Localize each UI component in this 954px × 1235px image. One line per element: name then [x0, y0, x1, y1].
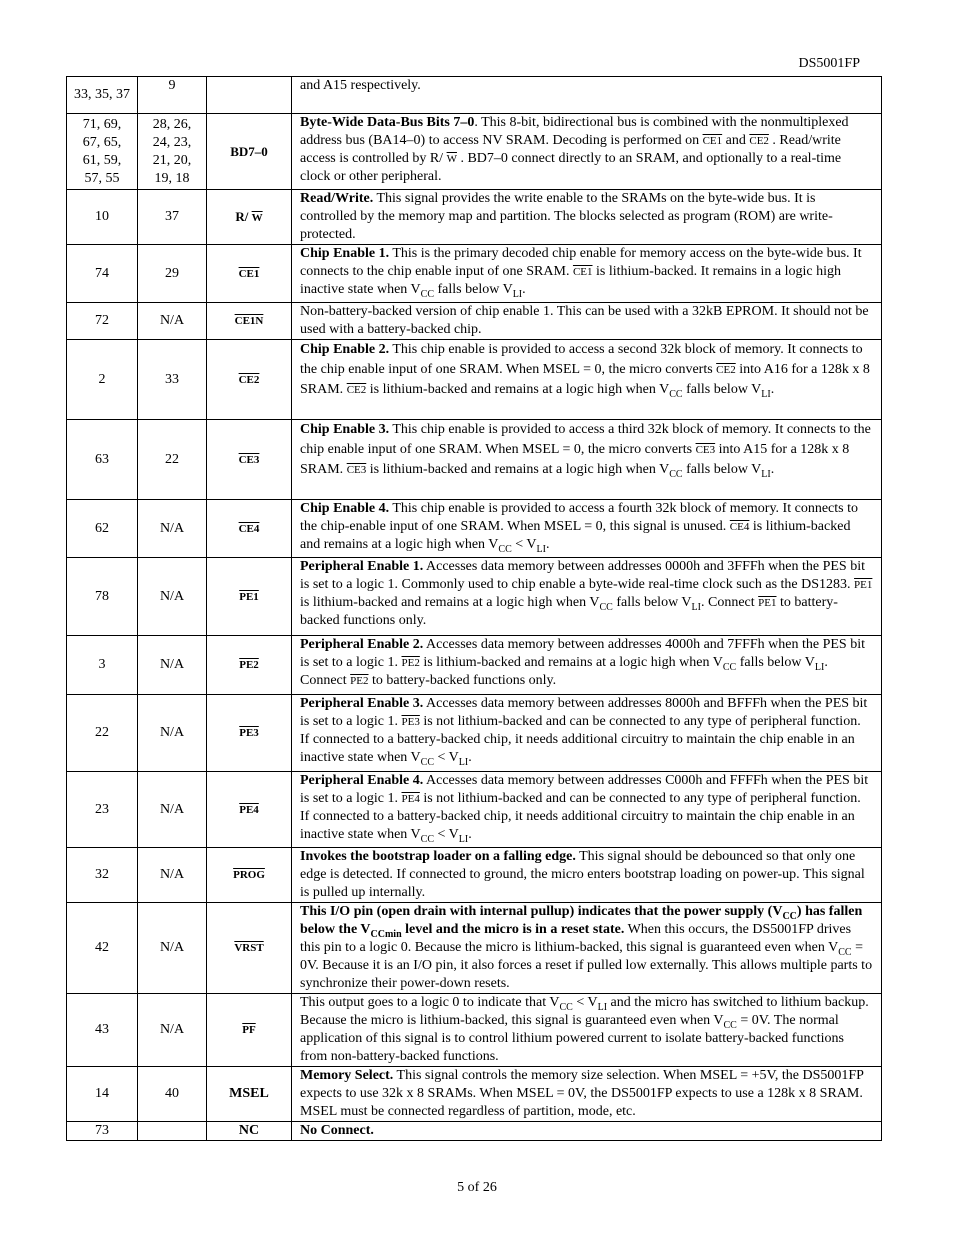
qfp-pin-cell: 72: [67, 303, 138, 340]
dip-pin-cell: N/A: [138, 903, 207, 994]
qfp-pin-cell: 78: [67, 558, 138, 636]
signal-cell: MSEL: [207, 1067, 292, 1122]
table-row: [67, 77, 882, 114]
table-row: [67, 636, 882, 695]
dip-pin-cell: N/A: [138, 994, 207, 1067]
signal-cell: BD7–0: [207, 114, 292, 190]
dip-pin-cell: N/A: [138, 558, 207, 636]
dip-pin-cell: 22: [138, 420, 207, 500]
table-row: [67, 1067, 882, 1122]
signal-cell: PE1: [207, 558, 292, 636]
dip-pin-cell: N/A: [138, 636, 207, 695]
dip-pin-cell: N/A: [138, 695, 207, 772]
description-cell: and A15 respectively.: [292, 77, 882, 114]
signal-cell: $\overline{PF}$: [207, 994, 292, 1067]
description-cell: Read/Write. This signal provides the write enable to the SRAMs on the byte-wide bus. It is controlled by the memory map and partition. The blocks selected as program (ROM) are write-protected.: [292, 190, 882, 245]
table-row: [67, 772, 882, 848]
dip-pin-cell: 37: [138, 190, 207, 245]
qfp-pin-cell: 10: [67, 190, 138, 245]
dip-pin-cell: 9: [138, 77, 207, 114]
table-row: [67, 1122, 882, 1141]
qfp-pin-cell: 43: [67, 994, 138, 1067]
dip-pin-cell: 40: [138, 1067, 207, 1122]
dip-pin-cell: N/A: [138, 848, 207, 903]
qfp-pin-cell: 14: [67, 1067, 138, 1122]
pin-description-table: [66, 76, 882, 1141]
description-cell: Peripheral Enable 3. Accesses data memory between addresses 8000h and BFFFh when the PES bit is set to a logic 1. PE3 is not lithium-backed and can be connected to any type of peripheral function. If connected to a battery-backed chip, it needs additional circuitry to maintain the chip enable in an inactive state when $V_{CC} < V_{LI}$.: [292, 695, 882, 772]
document-id: DS5001FP: [798, 56, 860, 71]
signal-cell: [207, 77, 292, 114]
signal-cell: R/ $\overline{W}$: [207, 190, 292, 245]
signal-cell: CE1N: [207, 303, 292, 340]
table-row: [67, 695, 882, 772]
description-cell: Memory Select. This signal controls the memory size selection. When MSEL = +5V, the DS5001FP expects to use 32k x 8 SRAMs. When MSEL = 0V, the DS5001FP expects to use a 128k x 8 SRAM. MSEL must be connected regardless of partition, mode, etc.: [292, 1067, 882, 1122]
table-row: [67, 420, 882, 500]
page-number: 5 of 26: [457, 1180, 497, 1195]
qfp-pin-cell: 62: [67, 500, 138, 558]
signal-cell: PE4: [207, 772, 292, 848]
description-cell: Peripheral Enable 1. Accesses data memory between addresses 0000h and 3FFFh when the PES bit is set to a logic 1. Commonly used to chip enable a byte-wide real-time clock such as the DS1283. PE1 is lithium-backed and remains at a logic high when $V_{CC}$ falls below $V_{LI}$. Connect PE1 to battery-backed functions only.: [292, 558, 882, 636]
description-cell: Chip Enable 1. This is the primary decoded chip enable for memory access on the byte-wide bus. It connects to the chip enable input of one SRAM. CE1 is lithium-backed. It remains in a logic high inactive state when $V_{CC}$ falls below $V_{LI}$.: [292, 245, 882, 303]
qfp-pin-cell: 22: [67, 695, 138, 772]
signal-cell: NC: [207, 1122, 292, 1141]
signal-cell: PROG: [207, 848, 292, 903]
table-row: [67, 903, 882, 994]
table-row: [67, 190, 882, 245]
table-row: [67, 500, 882, 558]
table-row: [67, 303, 882, 340]
table-row: [67, 848, 882, 903]
description-cell: Chip Enable 3. This chip enable is provided to access a third 32k block of memory. It connects to the chip enable input of one SRAM. When MSEL = 0, the micro converts CE3 into A15 for a 128k x 8 SRAM. CE3 is lithium-backed and remains at a logic high when $V_{CC}$ falls below $V_{LI}$.: [292, 420, 882, 500]
description-cell: This output goes to a logic 0 to indicate that $V_{CC} < V_{LI}$ and the micro has switched to lithium backup. Because the micro is lithium-backed, this signal is guaranteed even when $V_{CC} = 0V$. The normal application of this signal is to control lithium powered current to isolate battery-backed functions from non-battery-backed functions.: [292, 994, 882, 1067]
qfp-pin-cell: 33, 35, 37: [67, 77, 138, 114]
description-cell: Chip Enable 4. This chip enable is provided to access a fourth 32k block of memory. It connects to the chip-enable input of one SRAM. When MSEL = 0, this signal is unused. CE4 is lithium-backed and remains at a logic high when $V_{CC} < V_{LI}$.: [292, 500, 882, 558]
dip-pin-cell: N/A: [138, 772, 207, 848]
qfp-pin-cell: 2: [67, 340, 138, 420]
description-cell: Invokes the bootstrap loader on a falling edge. This signal should be debounced so that only one edge is detected. If connected to ground, the micro enters bootstrap loading on power-up. This signal is pulled up internally.: [292, 848, 882, 903]
description-cell: Peripheral Enable 2. Accesses data memory between addresses 4000h and 7FFFh when the PES bit is set to a logic 1. PE2 is lithium-backed and remains at a logic high when $V_{CC}$ falls below $V_{LI}$. Connect PE2 to battery-backed functions only.: [292, 636, 882, 695]
description-cell: Non-battery-backed version of chip enable 1. This can be used with a 32kB EPROM. It should not be used with a battery-backed chip.: [292, 303, 882, 340]
qfp-pin-cell: 3: [67, 636, 138, 695]
signal-cell: CE2: [207, 340, 292, 420]
signal-cell: CE1: [207, 245, 292, 303]
qfp-pin-cell: 63: [67, 420, 138, 500]
qfp-pin-cell: 42: [67, 903, 138, 994]
dip-pin-cell: 28, 26, 24, 23, 21, 20, 19, 18: [138, 114, 207, 190]
dip-pin-cell: N/A: [138, 303, 207, 340]
table-row: [67, 114, 882, 190]
table-row: [67, 340, 882, 420]
signal-cell: CE4: [207, 500, 292, 558]
qfp-pin-cell: 74: [67, 245, 138, 303]
table-row: [67, 245, 882, 303]
qfp-pin-cell: 73: [67, 1122, 138, 1141]
description-cell: No Connect.: [292, 1122, 882, 1141]
description-cell: Chip Enable 2. This chip enable is provided to access a second 32k block of memory. It connects to the chip enable input of one SRAM. When MSEL = 0, the micro converts CE2 into A16 for a 128k x 8 SRAM. CE2 is lithium-backed and remains at a logic high when $V_{CC}$ falls below $V_{LI}$.: [292, 340, 882, 420]
signal-cell: PE2: [207, 636, 292, 695]
description-cell: This I/O pin (open drain with internal pullup) indicates that the power supply $(V_{CC})$ has fallen below the $V_{CCmin}$ level and the micro is in a reset state. When this occurs, the DS5001FP drives this pin to a logic 0. Because the micro is lithium-backed, this signal is guaranteed even when $V_{CC} = 0V$. Because it is an I/O pin, it also forces a reset if pulled low externally. This allows multiple parts to synchronize their power-down resets.: [292, 903, 882, 994]
dip-pin-cell: N/A: [138, 500, 207, 558]
signal-cell: CE3: [207, 420, 292, 500]
signal-cell: VRST: [207, 903, 292, 994]
table-row: [67, 558, 882, 636]
description-cell: Peripheral Enable 4. Accesses data memory between addresses C000h and FFFFh when the PES bit is set to a logic 1. PE4 is not lithium-backed and can be connected to any type of peripheral function. If connected to a battery-backed chip, it needs additional circuitry to maintain the chip enable in an inactive state when $V_{CC} < V_{LI}$.: [292, 772, 882, 848]
qfp-pin-cell: 23: [67, 772, 138, 848]
qfp-pin-cell: 71, 69, 67, 65, 61, 59, 57, 55: [67, 114, 138, 190]
signal-cell: PE3: [207, 695, 292, 772]
dip-pin-cell: 29: [138, 245, 207, 303]
table-row: [67, 994, 882, 1067]
dip-pin-cell: [138, 1122, 207, 1141]
description-cell: Byte-Wide Data-Bus Bits 7–0. This 8-bit, bidirectional bus is combined with the nonmultiplexed address bus (BA14–0) to access NV SRAM. Decoding is performed on CE1 and CE2 . Read/write access is controlled by R/ $\overline{W}$ . BD7–0 connect directly to an SRAM, and optionally to a real-time clock or other peripheral.: [292, 114, 882, 190]
dip-pin-cell: 33: [138, 340, 207, 420]
qfp-pin-cell: 32: [67, 848, 138, 903]
